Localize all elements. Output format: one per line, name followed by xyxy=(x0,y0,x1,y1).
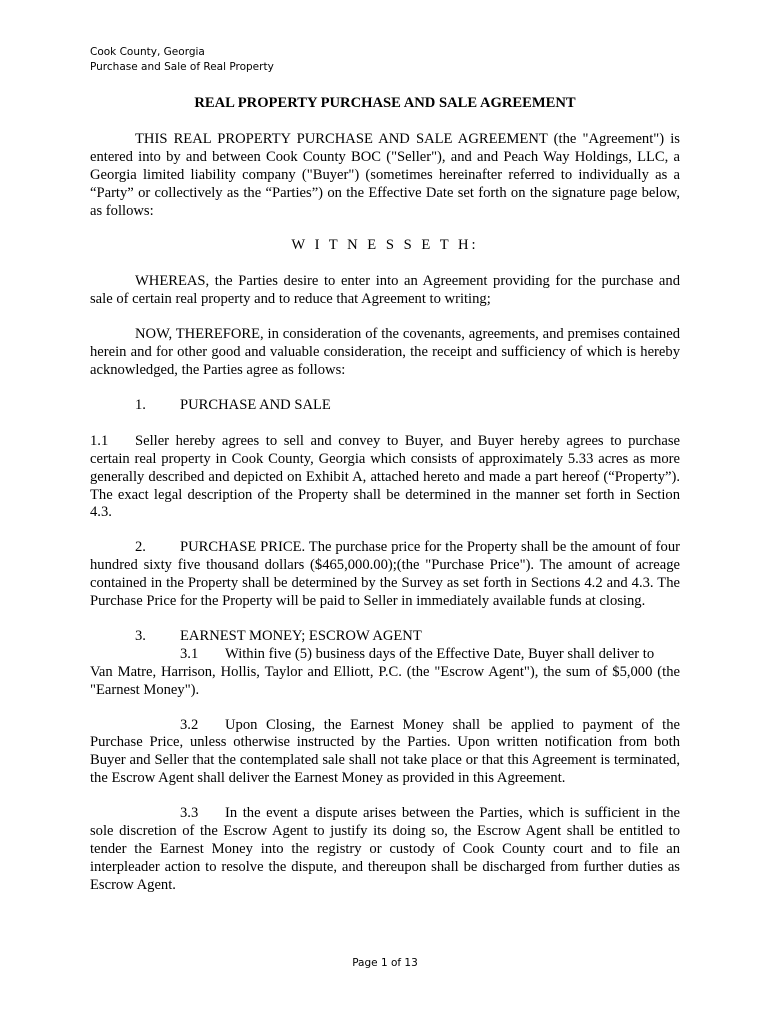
section-3-1-rest: Van Matre, Harrison, Hollis, Taylor and Elliott, P.C. (the "Escrow Agent"), the sum of $5,000 (the "Earnest Money"). xyxy=(90,663,680,698)
header-subject: Purchase and Sale of Real Property xyxy=(90,61,274,73)
section-3-title: EARNEST MONEY; ESCROW AGENT xyxy=(180,627,422,644)
section-1-1-paragraph xyxy=(90,433,680,523)
document-body xyxy=(90,95,680,912)
page-header xyxy=(90,45,274,75)
section-3-3-text: In the event a dispute arises between the Parties, which is sufficient in the sole discretion of the Escrow Agent to justify its doing so, the Escrow Agent shall be entitled to tender the Earnest Money into the registry or custody of Cook County court and to file an interpleader action to resolve the dispute, and thereupon shall be discharged from further duties as Escrow Agent. xyxy=(90,805,680,893)
section-3-number: 3. xyxy=(135,627,146,644)
document-title: REAL PROPERTY PURCHASE AND SALE AGREEMENT xyxy=(194,95,576,111)
header-county: Cook County, Georgia xyxy=(90,46,205,58)
section-1-1-text: Seller hereby agrees to sell and convey to Buyer, and Buyer hereby agrees to purchase certain real property in Cook County, Georgia which consists of approximately 5.33 acres as more generally described and depicted on Exhibit A, attached hereto and made a part hereof (“Property”). The exact legal description of the Property shall be determined in the manner set forth in Section 4.3. xyxy=(90,432,680,521)
section-3-3-paragraph xyxy=(90,805,680,895)
witnesseth-heading: W I T N E S S E T H: xyxy=(291,237,479,254)
section-3 xyxy=(90,628,680,700)
section-1-1-number: 1.1 xyxy=(90,432,109,449)
section-1-title: PURCHASE AND SALE xyxy=(180,396,331,413)
section-3-3-number: 3.3 xyxy=(180,805,199,822)
intro-paragraph: THIS REAL PROPERTY PURCHASE AND SALE AGREEMENT (the "Agreement") is entered into by and between Cook County BOC ("Seller"), and and Peach Way Holdings, LLC, a Georgia limited liability company ("Buyer") (sometimes hereinafter referred to individually as a “Party” or collectively as the “Parties”) on the Effective Date set forth on the signature page below, as follows: xyxy=(90,130,680,219)
section-2-number: 2. xyxy=(135,539,146,556)
section-1-number: 1. xyxy=(135,396,146,413)
section-3-heading xyxy=(90,628,680,646)
section-3-2-paragraph xyxy=(90,717,680,789)
section-3-1-first-line xyxy=(90,646,680,664)
section-2-text: PURCHASE PRICE. The purchase price for the Property shall be the amount of four hundred sixty five thousand dollars ($465,000.00);(the "Purchase Price"). The amount of acreage contained in the Property shall be determined by the Survey as set forth in Sections 4.2 and 4.3. The Purchase Price for the Property will be paid to Seller in immediately available funds at closing. xyxy=(90,539,680,610)
section-1-heading xyxy=(90,397,680,415)
whereas-paragraph: WHEREAS, the Parties desire to enter into an Agreement providing for the purchase and sale of certain real property and to reduce that Agreement to writing; xyxy=(90,273,680,308)
section-3-1-lead: Within five (5) business days of the Effective Date, Buyer shall deliver to xyxy=(225,645,655,662)
section-3-1-number: 3.1 xyxy=(180,645,199,662)
page-number: Page 1 of 13 xyxy=(352,957,418,969)
section-3-2-text: Upon Closing, the Earnest Money shall be applied to payment of the Purchase Price, unless otherwise instructed by the Parties. Upon written notification from both Buyer and Seller that the contemplated sale shall not take place or that this Agreement is terminated, the Escrow Agent shall deliver the Earnest Money as provided in this Agreement. xyxy=(90,716,680,787)
now-therefore-paragraph: NOW, THEREFORE, in consideration of the covenants, agreements, and premises contained herein and for other good and valuable consideration, the receipt and sufficiency of which is hereby acknowledged, the Parties agree as follows: xyxy=(90,326,680,378)
section-2-paragraph xyxy=(90,539,680,611)
section-3-2-number: 3.2 xyxy=(180,716,199,733)
